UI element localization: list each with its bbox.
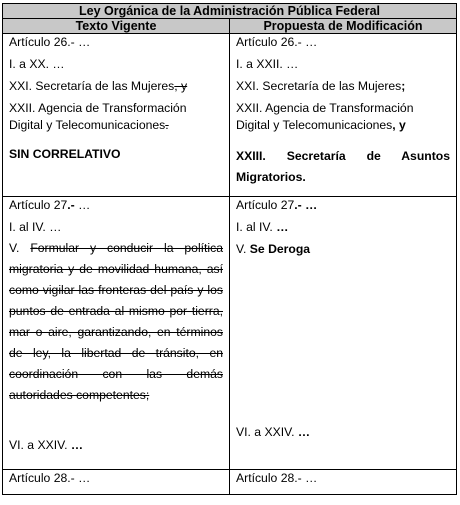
struck-text: Formular y conducir la política migratoria y de movilidad humana, así como vigilar las fronteras del país y los puntos de entrada al mismo por tierra, mar o aire, garantizando, en términos de ley, la libertad de tránsito, en coordinación con las demás autoridades competentes; bbox=[9, 241, 223, 402]
article-27-text: Artículo 27 bbox=[9, 198, 68, 212]
fraction-range: I. a XX. … bbox=[9, 57, 65, 71]
article-26-heading: Artículo 26.- … bbox=[9, 35, 91, 49]
fraction-vi-xxiv bbox=[236, 424, 450, 441]
fraction-xxii bbox=[236, 100, 450, 134]
row2-right-cell bbox=[230, 197, 457, 470]
fraction-range bbox=[236, 219, 450, 236]
fraction-xxiii: XXIII. Secretaría de Asuntos Migratorios. bbox=[236, 149, 450, 184]
fraction-range: I. a XXII. … bbox=[236, 57, 299, 71]
fraction-xxi-text: XXI. Secretaría de las Mujeres bbox=[9, 79, 175, 93]
fraction-xxi bbox=[9, 78, 223, 95]
sin-correlativo: SIN CORRELATIVO bbox=[9, 147, 121, 161]
fraction-v-label: V. bbox=[9, 241, 31, 255]
fraction-range: I. al IV. … bbox=[9, 220, 62, 234]
fraction-v bbox=[9, 238, 223, 406]
article-27-heading bbox=[236, 197, 450, 214]
comparison-table bbox=[2, 3, 457, 495]
fraction-xxi-text: XXI. Secretaría de las Mujeres bbox=[236, 79, 402, 93]
row1-right-cell bbox=[230, 34, 457, 197]
bold-text: .- bbox=[67, 198, 75, 212]
row3-right-cell bbox=[230, 470, 457, 495]
fraction-vi-text: VI. a XXIV. bbox=[236, 425, 298, 439]
struck-text: , y bbox=[174, 79, 188, 93]
article-27-text: Artículo 27 bbox=[236, 198, 295, 212]
fraction-v bbox=[236, 241, 450, 258]
bold-text: .- … bbox=[294, 198, 318, 212]
fraction-vi-text: VI. a XXIV. bbox=[9, 438, 71, 452]
column-header-texto-vigente: Texto Vigente bbox=[3, 19, 230, 34]
row3-left-cell bbox=[3, 470, 230, 495]
bold-text: … bbox=[276, 220, 289, 234]
table-title: Ley Orgánica de la Administración Pública Federal bbox=[3, 4, 457, 19]
ellipsis-text: … bbox=[74, 198, 91, 212]
fraction-vi-xxiv bbox=[9, 437, 223, 454]
row1-left-cell bbox=[3, 34, 230, 197]
fraction-v-label: V. bbox=[236, 242, 250, 256]
column-header-propuesta: Propuesta de Modificación bbox=[230, 19, 457, 34]
article-28-heading: Artículo 28.- … bbox=[236, 471, 318, 485]
bold-text: … bbox=[297, 425, 311, 439]
bold-text: … bbox=[70, 438, 84, 452]
row2-left-cell bbox=[3, 197, 230, 470]
bold-text: , y bbox=[392, 118, 406, 132]
bold-text: ; bbox=[401, 79, 406, 93]
article-27-heading bbox=[9, 197, 223, 214]
article-28-heading: Artículo 28.- … bbox=[9, 471, 91, 485]
fraction-xxii-text: XXII. Agencia de Transformación Digital y Telecomunicaciones bbox=[236, 101, 414, 132]
struck-text: . bbox=[165, 118, 169, 132]
fraction-range-text: I. al IV. bbox=[236, 220, 277, 234]
fraction-xxii bbox=[9, 100, 223, 134]
article-26-heading: Artículo 26.- … bbox=[236, 35, 318, 49]
bold-text: Se Deroga bbox=[249, 242, 311, 256]
fraction-xxii-text: XXII. Agencia de Transformación Digital y Telecomunicaciones bbox=[9, 101, 187, 132]
fraction-xxi bbox=[236, 78, 450, 95]
